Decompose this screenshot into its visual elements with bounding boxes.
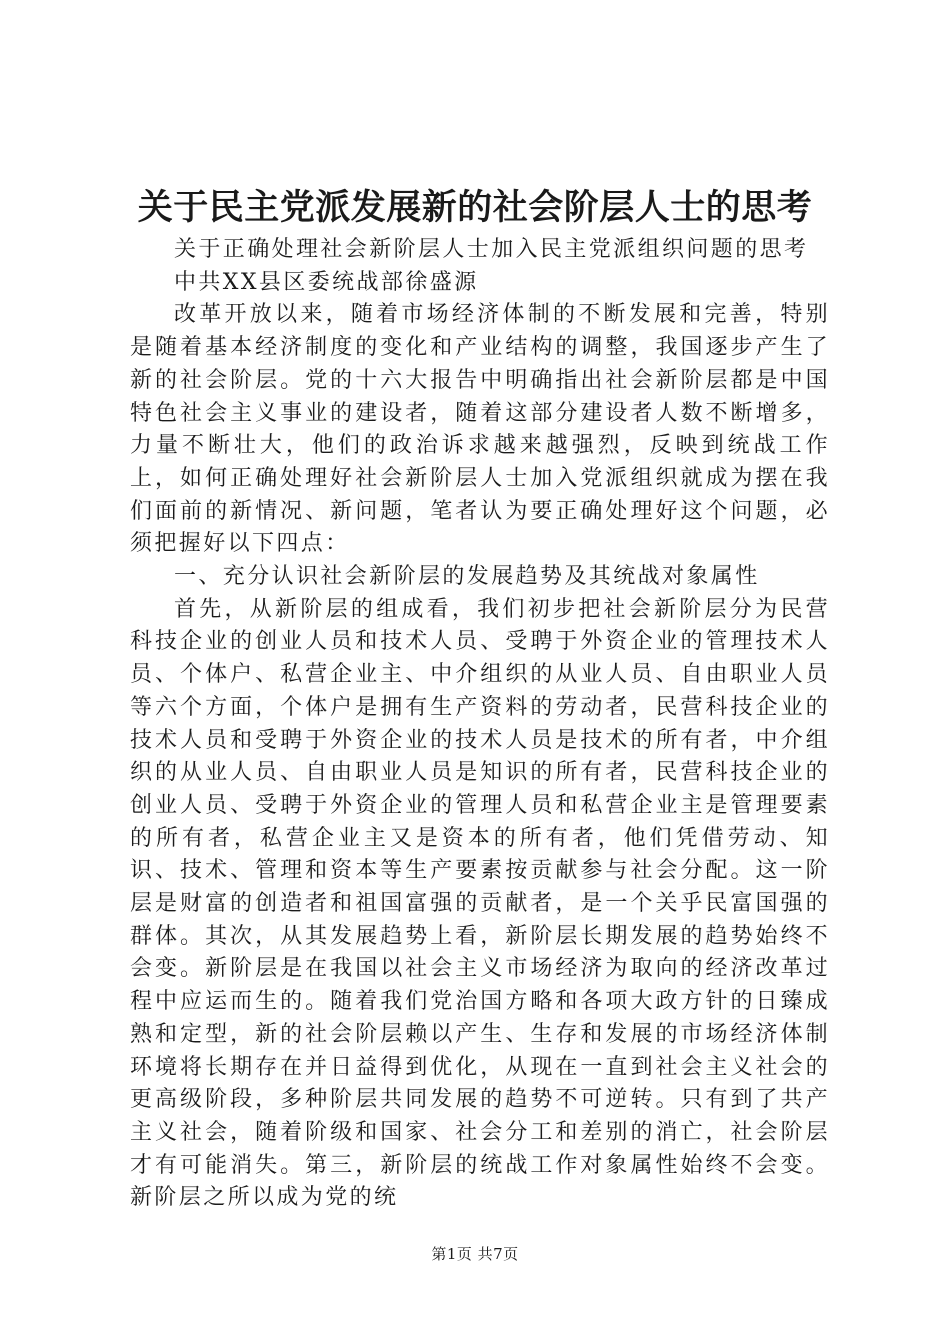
body-paragraph: 改革开放以来，随着市场经济体制的不断发展和完善，特别是随着基本经济制度的变化和产业结构的调整，我国逐步产生了新的社会阶层。党的十六大报告中明确指出社会新阶层都是中国特色社会主义事业的建设者，随着这部分建设者人数不断增多，力量不断壮大，他们的政治诉求越来越强烈，反映到统战工作上，如何正确处理好社会新阶层人士加入党派组织就成为摆在我们面前的新情况、新问题，笔者认为要正确处理好这个问题，必须把握好以下四点： xyxy=(130,302,830,557)
document-title: 关于民主党派发展新的社会阶层人士的思考 xyxy=(137,187,813,228)
page-number-footer: 第1页 共7页 xyxy=(431,1245,519,1263)
author-line: 中共XX县区委统战部徐盛源 xyxy=(174,269,479,295)
body-paragraph: 首先，从新阶层的组成看，我们初步把社会新阶层分为民营科技企业的创业人员和技术人员、受聘于外资企业的管理技术人员、个体户、私营企业主、中介组织的从业人员、自由职业人员等六个方面，个体户是拥有生产资料的劳动者，民营科技企业的技术人员和受聘于外资企业的技术人员是技术的所有者，中介组织的从业人员、自由职业人员是知识的所有者，民营科技企业的创业人员、受聘于外资企业的管理人员和私营企业主是管理要素的所有者，私营企业主又是资本的所有者，他们凭借劳动、知识、技术、管理和资本等生产要素按贡献参与社会分配。这一阶层是财富的创造者和祖国富强的贡献者，是一个关乎民富国强的群体。其次，从其发展趋势上看，新阶层长期发展的趋势始终不会变。新阶层是在我国以社会主义市场经济为取向的经济改革过程中应运而生的。随着我们党治国方略和各项大政方针的日臻成熟和定型，新的社会阶层赖以产生、生存和发展的市场经济体制环境将长期存在并日益得到优化，从现在一直到社会主义社会的更高级阶段，多种阶层共同发展的趋势不可逆转。只有到了共产主义社会，随着阶级和国家、社会分工和差别的消亡，社会阶层才有可能消失。第三，新阶层的统战工作对象属性始终不会变。新阶层之所以成为党的统 xyxy=(130,596,830,1211)
section-heading: 一、充分认识社会新阶层的发展趋势及其统战对象属性 xyxy=(174,564,760,590)
subtitle-paragraph: 关于正确处理社会新阶层人士加入民主党派组织问题的思考 xyxy=(174,237,809,262)
document-body xyxy=(130,234,830,1215)
